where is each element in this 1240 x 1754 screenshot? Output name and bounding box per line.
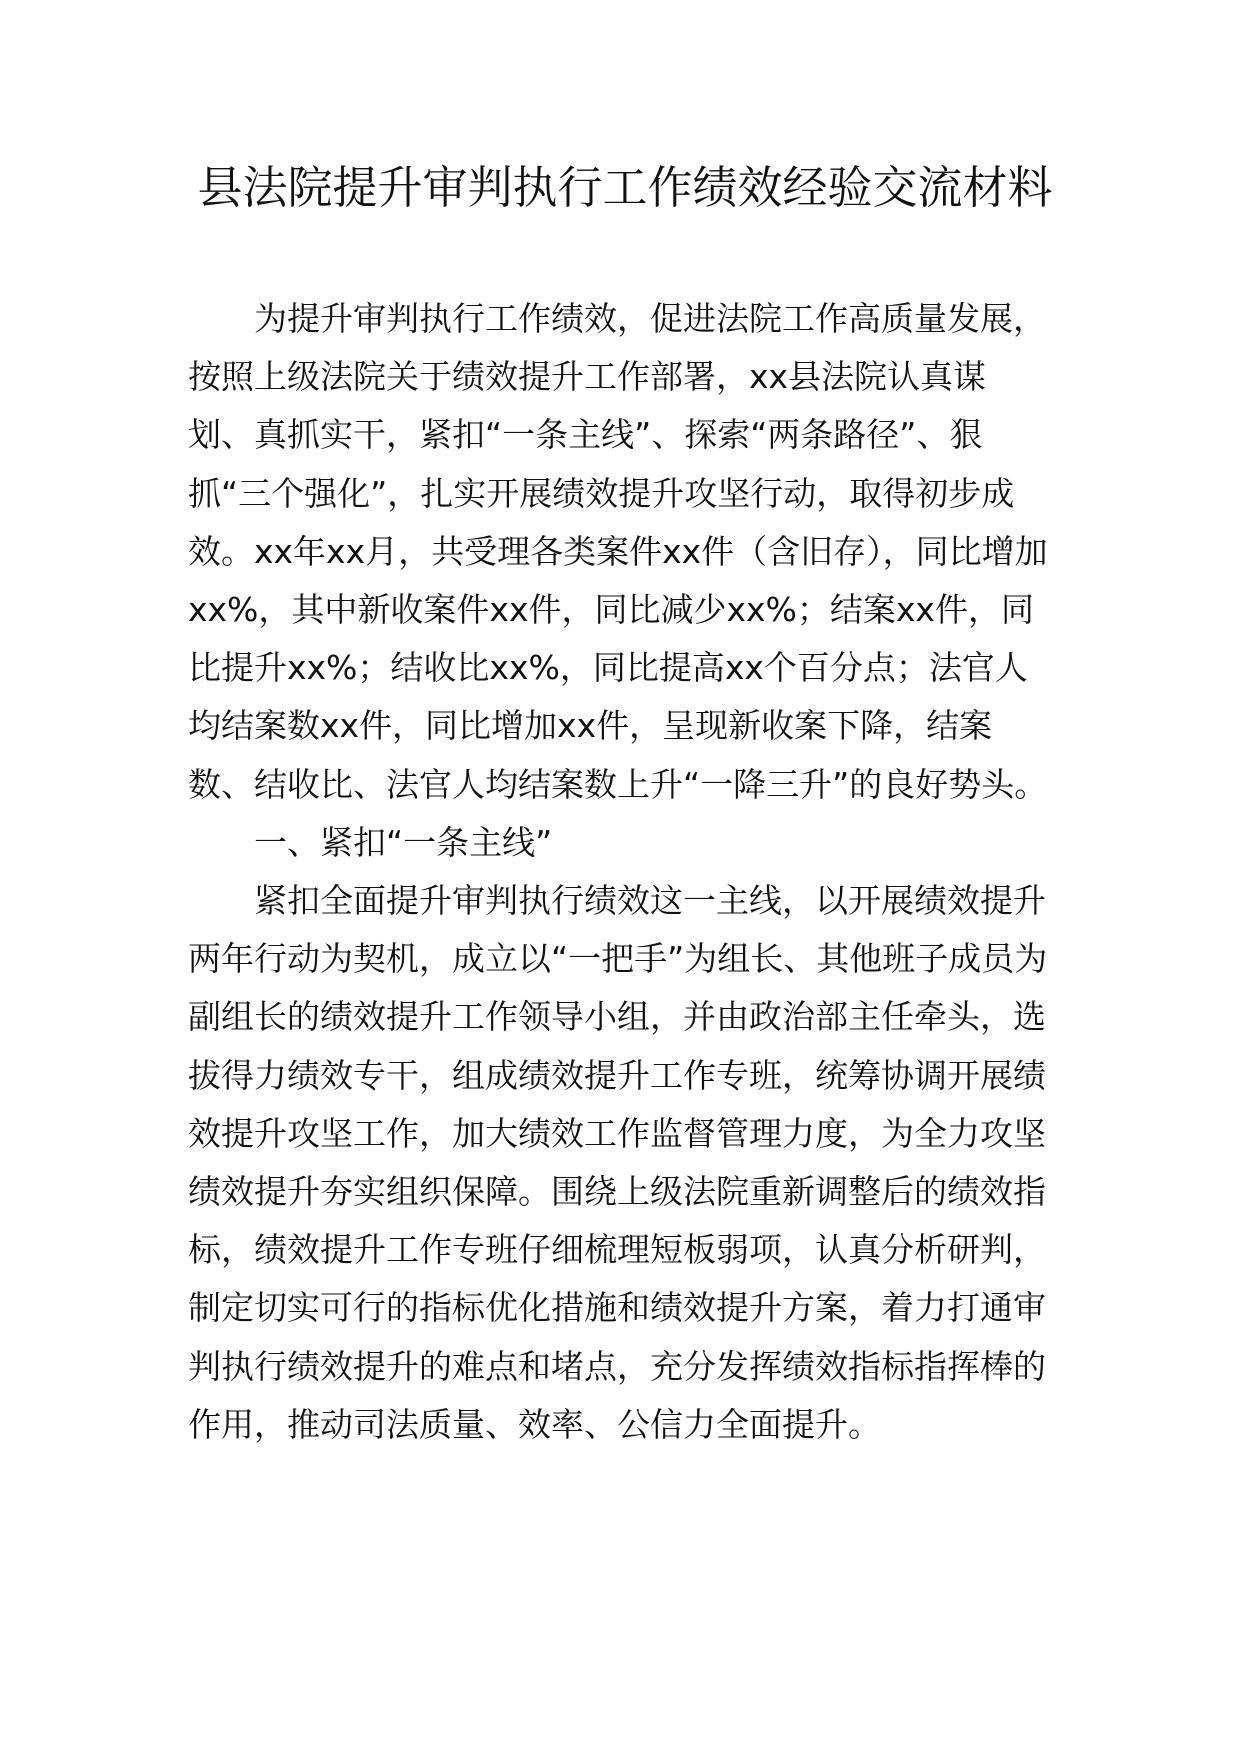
document-body bbox=[188, 290, 1052, 1454]
intro-paragraph: 为提升审判执行工作绩效，促进法院工作高质量发展，按照上级法院关于绩效提升工作部署，xx县法院认真谋划、真抓实干，紧扣“一条主线”、探索“两条路径”、狠抓“三个强化”，扎实开展绩效提升攻坚行动，取得初步成效。xx年xx月，共受理各类案件xx件（含旧存），同比增加xx%，其中新收案件xx件，同比减少xx%；结案xx件，同比提升xx%；结收比xx%，同比提高xx个百分点；法官人均结案数xx件，同比增加xx件，呈现新收案下降，结案数、结收比、法官人均结案数上升“一降三升”的良好势头。 bbox=[188, 299, 1048, 804]
document-title: 县法院提升审判执行工作绩效经验交流材料 bbox=[197, 161, 1053, 214]
section-heading-1: 一、紧扣“一条主线” bbox=[254, 822, 553, 862]
section-1-paragraph: 紧扣全面提升审判执行绩效这一主线，以开展绩效提升两年行动为契机，成立以“一把手”为组长、其他班子成员为副组长的绩效提升工作领导小组，并由政治部主任牵头，选拔得力绩效专干，组成绩效提升工作专班，统筹协调开展绩效提升攻坚工作，加大绩效工作监督管理力度，为全力攻坚绩效提升夯实组织保障。围绕上级法院重新调整后的绩效指标，绩效提升工作专班仔细梳理短板弱项，认真分析研判，制定切实可行的指标优化措施和绩效提升方案，着力打通审判执行绩效提升的难点和堵点，充分发挥绩效指标指挥棒的作用，推动司法质量、效率、公信力全面提升。 bbox=[188, 881, 1048, 1444]
